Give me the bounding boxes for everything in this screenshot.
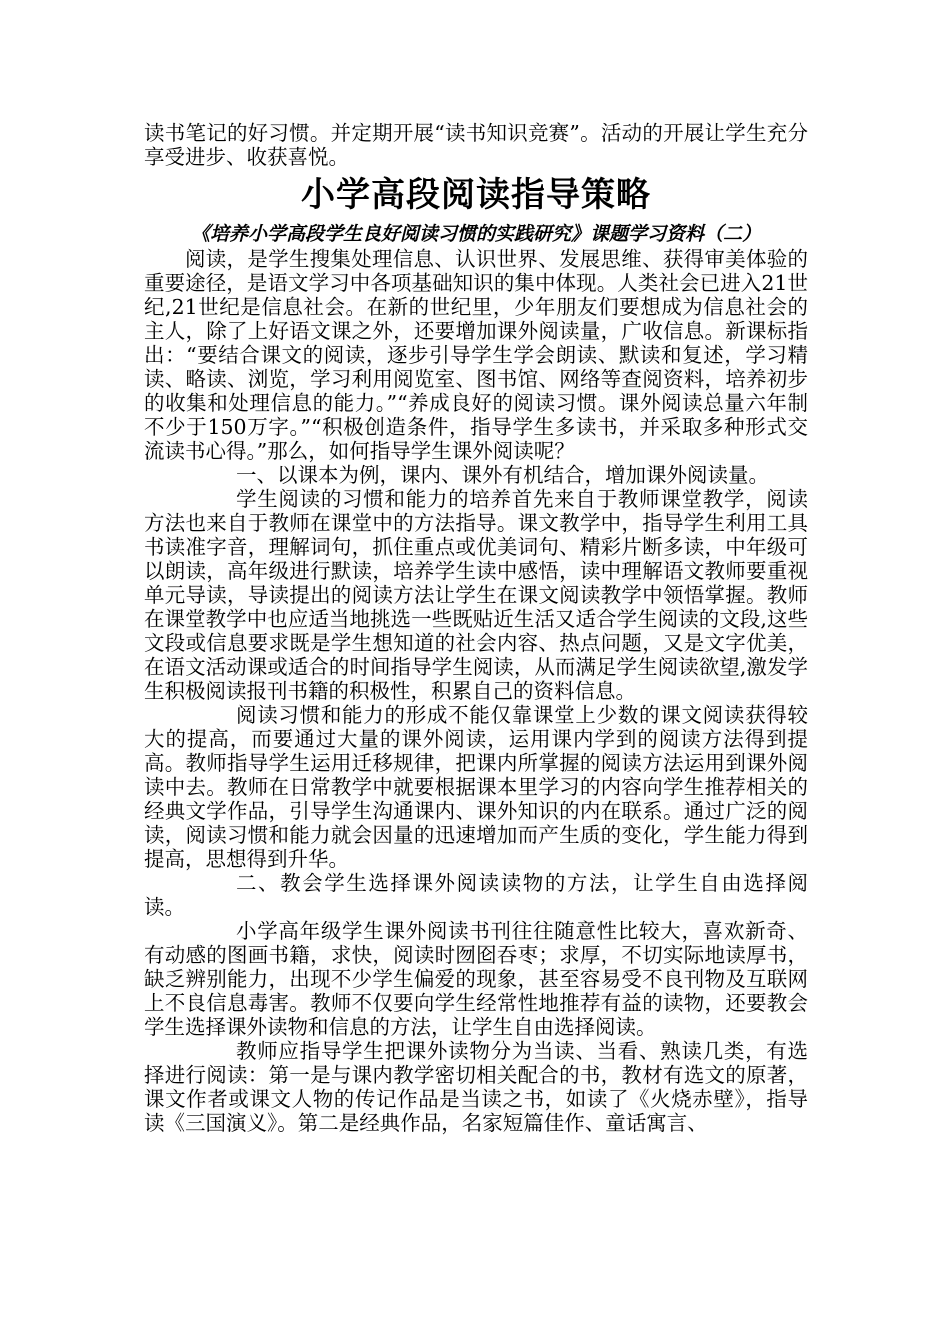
intro-paragraph: 读书笔记的好习惯。并定期开展“读书知识竞赛”。活动的开展让学生充分享受进步、收获喜悦。	[144, 121, 808, 169]
document-page	[144, 121, 808, 1135]
page-title: 小学高段阅读指导策略	[301, 175, 651, 215]
body-paragraph: 阅读习惯和能力的形成不能仅靠课堂上少数的课文阅读获得较大的提高，而要通过大量的课外阅读，运用课内学到的阅读方法得到提高。教师指导学生运用迁移规律，把课内所掌握的阅读方法运用到课外阅读中去。教师在日常教学中就要根据课本里学习的内容向学生推荐相关的经典文学作品，引导学生沟通课内、课外知识的内在联系。通过广泛的阅读，阅读习惯和能力就会因量的迅速增加而产生质的变化，学生能力得到提高，思想得到升华。	[144, 703, 808, 871]
body-paragraph: 小学高年级学生课外阅读书刊往往随意性比较大，喜欢新奇、有动感的图画书籍，求快，阅读时囫囵吞枣；求厚，不切实际地读厚书，缺乏辨别能力，出现不少学生偏爱的现象，甚至容易受不良刊物及互联网上不良信息毒害。教师不仅要向学生经常性地推荐有益的读物，还要教会学生选择课外读物和信息的方法，让学生自由选择阅读。	[144, 919, 808, 1039]
body-paragraph: 阅读，是学生搜集处理信息、认识世界、发展思维、获得审美体验的重要途径，是语文学习中各项基础知识的集中体现。人类社会已进入21世纪,21世纪是信息社会。在新的世纪里，少年朋友们要想成为信息社会的主人，除了上好语文课之外，还要增加课外阅读量，广收信息。新课标指出：“要结合课文的阅读，逐步引导学生学会朗读、默读和复述，学习精读、略读、浏览，学习利用阅览室、图书馆、网络等查阅资料，培养初步的收集和处理信息的能力。”“养成良好的阅读习惯。课外阅读总量六年制不少于150万字。”“积极创造条件，指导学生多读书，并采取多种形式交流读书心得。”那么，如何指导学生课外阅读呢？	[144, 247, 808, 463]
section-heading: 一、以课本为例，课内、课外有机结合，增加课外阅读量。	[236, 463, 769, 487]
section-heading: 二、教会学生选择课外阅读读物的方法，让学生自由选择阅读。	[144, 871, 808, 919]
body-paragraph: 学生阅读的习惯和能力的培养首先来自于教师课堂教学，阅读方法也来自于教师在课堂中的方法指导。课文教学中，指导学生利用工具书读准字音，理解词句，抓住重点或优美词句、精彩片断多读，中年级可以朗读，高年级进行默读，培养学生读中感悟，读中理解语文教师要重视单元导读，导读提出的阅读方法让学生在课文阅读教学中领悟掌握。教师在课堂教学中也应适当地挑选一些既贴近生活又适合学生阅读的文段,这些文段或信息要求既是学生想知道的社会内容、热点问题，又是文字优美，在语文活动课或适合的时间指导学生阅读，从而满足学生阅读欲望,激发学生积极阅读报刊书籍的积极性，积累自己的资料信息。	[144, 487, 808, 703]
body-paragraph: 教师应指导学生把课外读物分为当读、当看、熟读几类，有选择进行阅读：第一是与课内教学密切相关配合的书，教材有选文的原著，课文作者或课文人物的传记作品是当读之书，如读了《火烧赤壁》，指导读《三国演义》。第二是经典作品，名家短篇佳作、童话寓言、	[144, 1039, 808, 1135]
page-subtitle: 《培养小学高段学生良好阅读习惯的实践研究》课题学习资料（二）	[190, 223, 761, 245]
